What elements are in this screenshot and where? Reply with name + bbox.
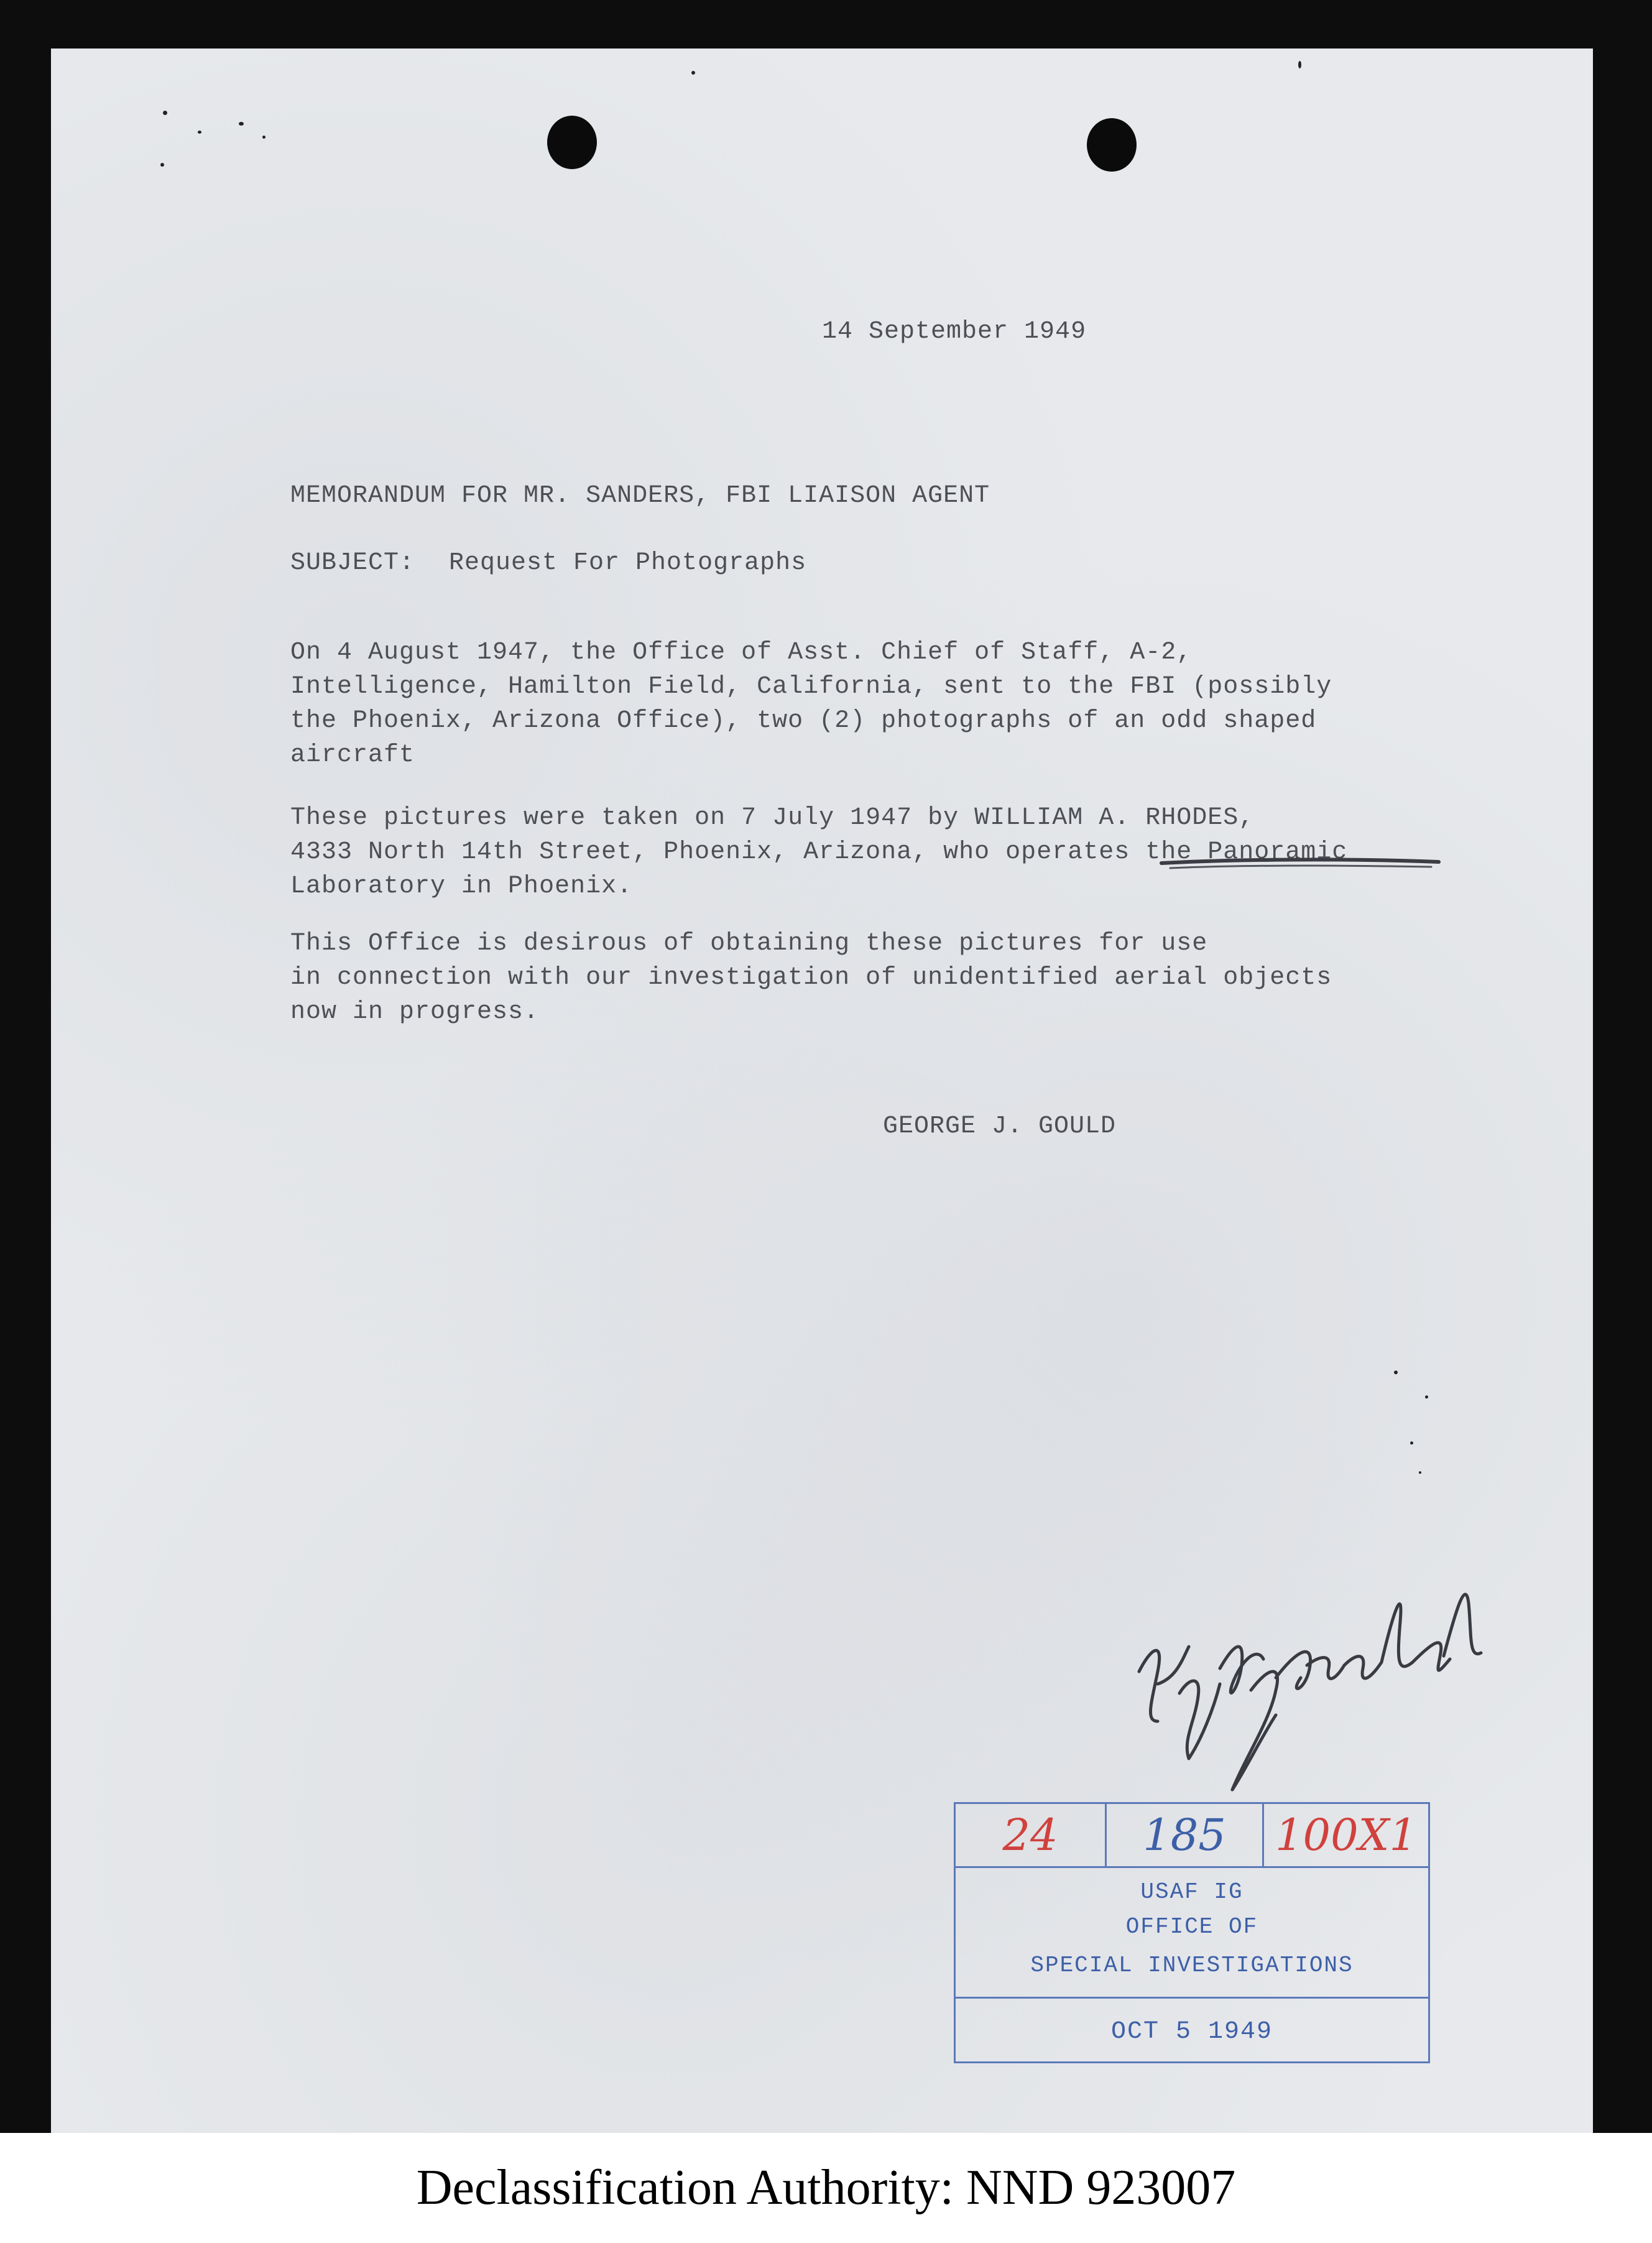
subject-text: Request For Photographs [449, 549, 807, 577]
stamp-file-number: 24 [1002, 1810, 1058, 1861]
paper-speck [1410, 1441, 1413, 1445]
name-underline-mark [1158, 849, 1444, 874]
memo-date: 14 September 1949 [822, 318, 1087, 346]
paper-speck [1394, 1371, 1398, 1374]
paper-speck [1425, 1395, 1428, 1399]
paper-speck [1298, 61, 1301, 68]
subject-label: SUBJECT: [290, 549, 415, 577]
memo-recipient-line: MEMORANDUM FOR MR. SANDERS, FBI LIAISON AGENT [290, 482, 990, 510]
paper-speck [160, 163, 164, 167]
handwritten-signature [1120, 1535, 1493, 1808]
stamp-org-line: USAF IG [1140, 1879, 1244, 1905]
signer-typed-name: GEORGE J. GOULD [883, 1112, 1117, 1140]
memo-paragraph-1: On 4 August 1947, the Office of Asst. Chief of Staff, A-2, Intelligence, Hamilton Field, California, sent to the FBI (possibly the Phoenix, Arizona Office), two (2) photographs of an odd shaped aircraft [290, 639, 1332, 769]
paper-speck [239, 122, 244, 126]
paper-speck [691, 71, 695, 75]
stamp-org-line: SPECIAL INVESTIGATIONS [1030, 1953, 1354, 1978]
stamp-serial-number: 185 [1105, 1804, 1264, 1866]
punch-hole-right [1087, 118, 1137, 172]
memo-paragraph-2: These pictures were taken on 7 July 1947 by WILLIAM A. RHODES, 4333 North 14th Street, Phoenix, Arizona, who operates the Panoramic Laboratory in Phoenix. [290, 804, 1348, 900]
received-stamp [954, 1802, 1430, 2063]
paper-speck [1419, 1471, 1421, 1474]
stamp-file-code: 100X1 [1275, 1810, 1417, 1861]
memo-paragraph-3: This Office is desirous of obtaining these pictures for use in connection with our investigation of unidentified aerial objects now in progress. [290, 930, 1332, 1026]
paper-speck [198, 131, 201, 134]
stamp-number-row [956, 1804, 1428, 1868]
paper-speck [163, 111, 167, 115]
stamp-org-line: OFFICE OF [1125, 1914, 1258, 1940]
paper-speck [262, 136, 265, 139]
punch-hole-left [547, 116, 597, 169]
stamp-date-box [956, 1997, 1428, 2065]
stamp-date: OCT 5 1949 [1110, 2018, 1273, 2046]
declassification-footer: Declassification Authority: NND 923007 [0, 2133, 1652, 2243]
